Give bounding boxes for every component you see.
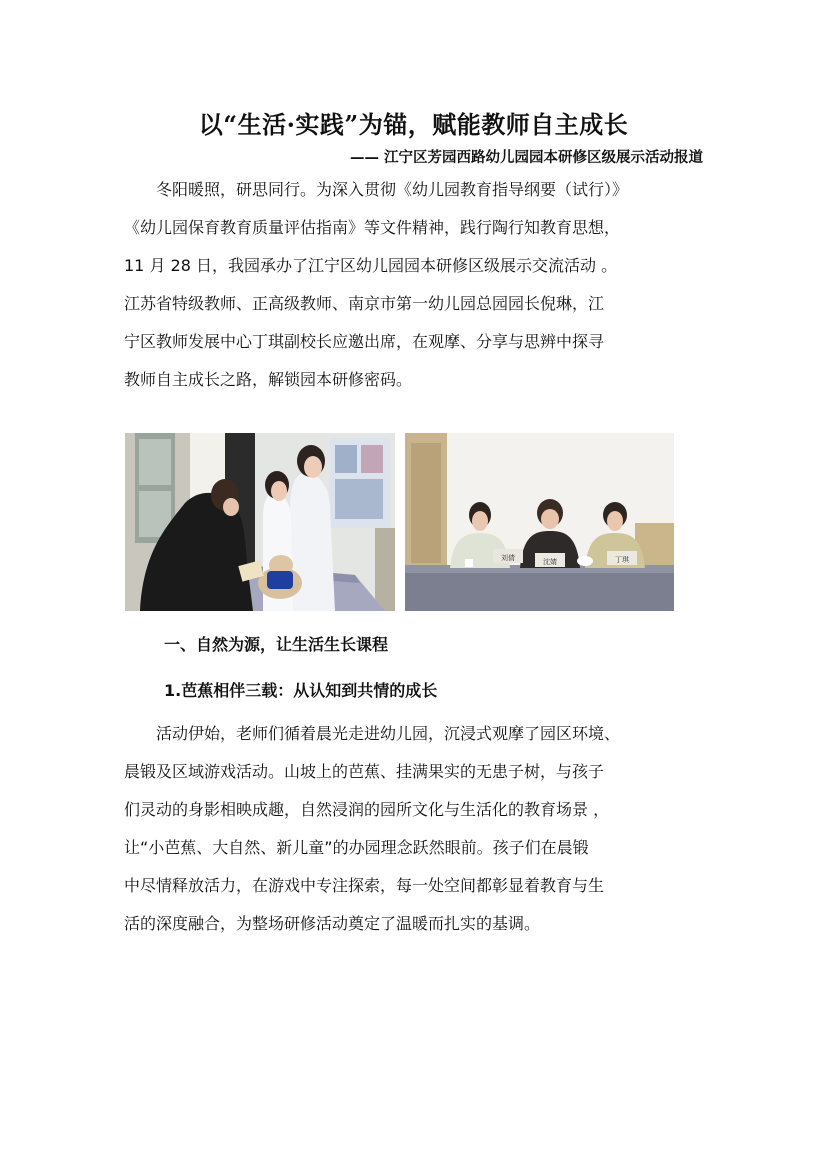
paragraph-line: 晨锻及区域游戏活动。山坡上的芭蕉、挂满果实的无患子树，与孩子 [124,762,605,781]
nameplate-text: 刘倩 [501,554,515,562]
paragraph-line: 活动伊始，老师们循着晨光走进幼儿园，沉浸式观摩了园区环境、 [124,724,621,743]
paragraph-line: 活的深度融合，为整场研修活动奠定了温暖而扎实的基调。 [124,914,541,933]
nameplate-text: 丁琪 [615,556,629,564]
subsection-heading: 1.芭蕉相伴三载：从认知到共情的成长 [164,681,438,700]
paragraph-line: 《幼儿园保育教育质量评估指南》等文件精神，践行陶行知教育思想， [124,218,621,237]
expert-panel-photo [405,433,674,611]
nameplate-text: 沈婧 [543,558,557,566]
paragraph-line: 宁区教师发展中心丁琪副校长应邀出席，在观摩、分享与思辨中探寻 [124,332,605,351]
paragraph-line: 教师自主成长之路，解锁园本研修密码。 [124,370,413,389]
paragraph-line: 11 月 28 日，我园承办了江宁区幼儿园园本研修区级展示交流活动 。 [124,256,618,275]
article-subtitle: —— 江宁区芳园西路幼儿园园本研修区级展示活动报道 [349,150,703,166]
paragraph-line: 们灵动的身影相映成趣，自然浸润的园所文化与生活化的教育场景 ， [124,800,610,819]
body-paragraph [124,715,710,943]
section-heading: 一、自然为源，让生活生长课程 [164,635,389,654]
paragraph-line: 江苏省特级教师、正高级教师、南京市第一幼儿园总园园长倪琳，江 [124,294,605,313]
teachers-at-display-table-photo [125,433,395,611]
paragraph-line: 冬阳暖照，研思同行。为深入贯彻《幼儿园教育指导纲要（试行）》 [124,180,629,199]
paragraph-line: 中尽情释放活力，在游戏中专注探索，每一处空间都彰显着教育与生 [124,876,605,895]
intro-paragraph [124,171,710,399]
article-title: 以“生活·实践”为锚，赋能教师自主成长 [198,110,629,139]
paragraph-line: 让“小芭蕉、大自然、新儿童”的办园理念跃然眼前。孩子们在晨锻 [124,838,589,857]
